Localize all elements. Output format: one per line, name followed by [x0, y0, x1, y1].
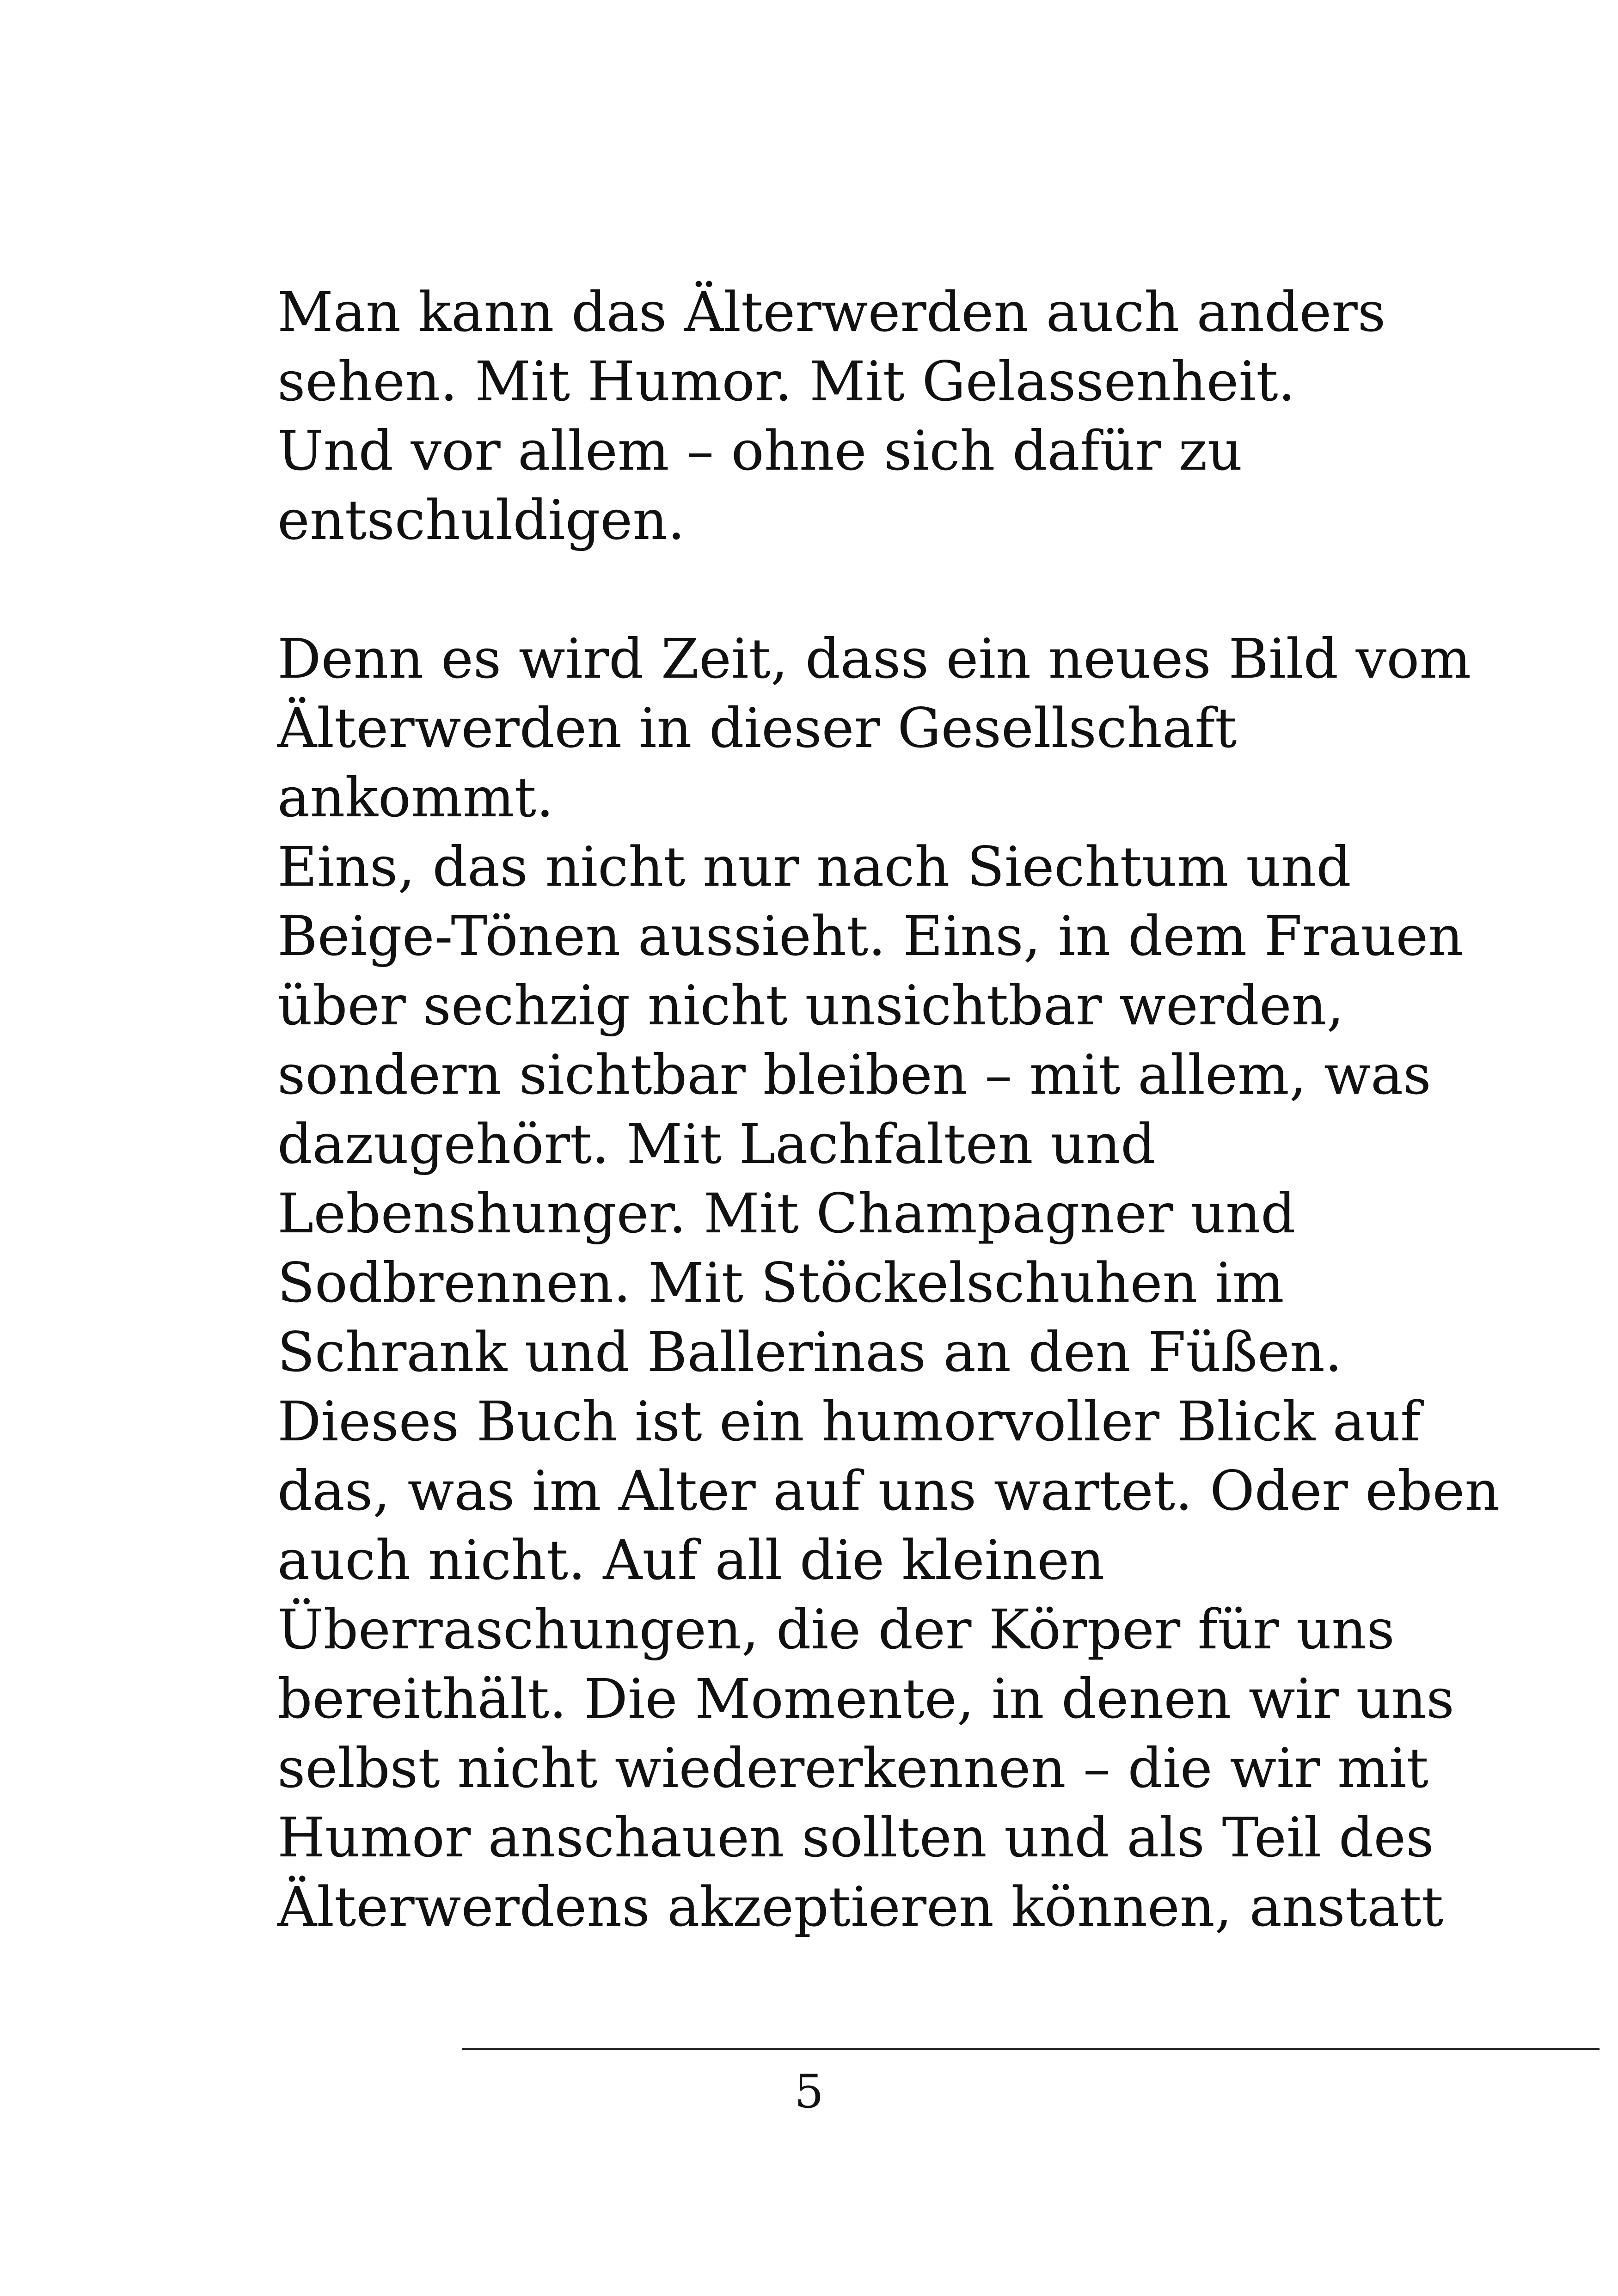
paragraph [277, 624, 1500, 1941]
text-line: Eins, das nicht nur nach Siechtum und [277, 835, 1351, 899]
text-line: das, was im Alter auf uns wartet. Oder eben [277, 1459, 1500, 1523]
text-line: entschuldigen. [277, 488, 685, 552]
text-line: Denn es wird Zeit, dass ein neues Bild vom [277, 627, 1471, 691]
paragraph [277, 277, 1386, 555]
text-line: sondern sichtbar bleiben – mit allem, was [277, 1043, 1431, 1107]
text-line: Dieses Buch ist ein humorvoller Blick auf [277, 1390, 1421, 1453]
footer-divider [462, 2048, 1600, 2050]
text-line: sehen. Mit Humor. Mit Gelassenheit. [277, 349, 1296, 413]
text-line: Humor anschauen sollten und als Teil des [277, 1806, 1434, 1869]
paragraph-gap [277, 555, 1350, 624]
page-number: 5 [794, 2064, 824, 2118]
text-line: dazugehört. Mit Lachfalten und [277, 1112, 1156, 1176]
text-line: Schrank und Ballerinas an den Füßen. [277, 1320, 1342, 1384]
body-text [277, 277, 1500, 1941]
text-line: Man kann das Älterwerden auch anders [277, 280, 1386, 344]
text-line: selbst nicht wiedererkennen – die wir mit [277, 1736, 1428, 1800]
text-line: ankommt. [277, 765, 554, 829]
text-line: bereithält. Die Momente, in denen wir uns [277, 1667, 1454, 1731]
text-line: Älterwerden in dieser Gesellschaft [277, 696, 1237, 760]
text-line: Und vor allem – ohne sich dafür zu [277, 419, 1243, 483]
text-line: Überraschungen, die der Körper für uns [277, 1598, 1395, 1661]
text-line: Beige-Tönen aussieht. Eins, in dem Frauen [277, 904, 1464, 968]
text-line: Lebenshunger. Mit Champagner und [277, 1182, 1296, 1245]
text-line: Älterwerdens akzeptieren können, anstatt [277, 1875, 1444, 1939]
text-line: auch nicht. Auf all die kleinen [277, 1528, 1105, 1592]
text-line: Sodbrennen. Mit Stöckelschuhen im [277, 1251, 1284, 1315]
text-line: über sechzig nicht unsichtbar werden, [277, 974, 1344, 1037]
